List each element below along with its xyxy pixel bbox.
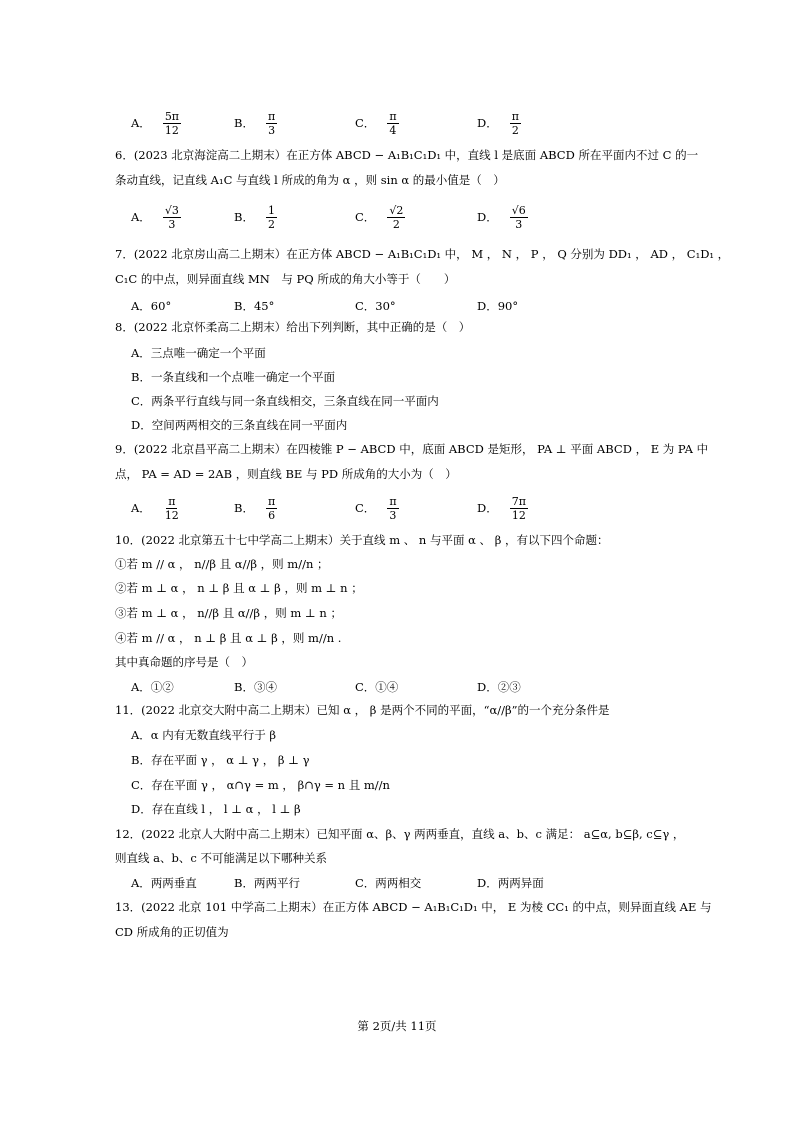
- question-13-line2: CD 所成角的正切值为: [115, 925, 229, 939]
- q9-options: [131, 491, 731, 525]
- question-10-line1: 10．(2022 北京第五十七中学高二上期末）关于直线 m 、 n 与平面 α 、 β ，有以下四个命题：: [115, 533, 609, 547]
- option-c: C．两两相交: [355, 876, 422, 890]
- question-8-line1: 8．(2022 北京怀柔高二上期末）给出下列判断，其中正确的是（ ）: [115, 320, 471, 334]
- option-d: D． $\frac{\pi}{2}$: [477, 109, 519, 137]
- option-c: C．①④: [355, 680, 399, 694]
- option-d: D．90°: [477, 299, 519, 313]
- question-9-line2: 点， PA = AD = 2AB ，则直线 BE 与 PD 所成角的大小为（ ）: [115, 467, 457, 481]
- q12-options: [131, 874, 731, 892]
- option-d: D．两两异面: [477, 876, 544, 890]
- question-9-line1: 9．(2022 北京昌平高二上期末）在四棱锥 P − ABCD 中，底面 ABCD 是矩形， PA ⊥ 平面 ABCD ， E 为 PA 中: [115, 442, 709, 456]
- option-d: D． $\frac{√6}{3}$: [477, 203, 526, 231]
- q7-options: [131, 297, 731, 315]
- option-b: B． $\frac{1}{2}$: [234, 203, 275, 231]
- option-c: C． $\frac{\pi}{3}$: [355, 494, 397, 522]
- option-b: B．两两平行: [234, 876, 300, 890]
- option-a: A．①②: [131, 680, 174, 694]
- option-c: C．两条平行直线与同一条直线相交，三条直线在同一平面内: [131, 394, 439, 408]
- option-b: B． $\frac{\pi}{6}$: [234, 494, 276, 522]
- option-c: C．30°: [355, 299, 396, 313]
- option-d: D．存在直线 l ， l ⊥ α ， l ⊥ β: [131, 802, 301, 816]
- option-b: B．一条直线和一个点唯一确定一个平面: [131, 370, 335, 384]
- option-a: A． $\frac{√3}{3}$: [131, 203, 179, 231]
- option-c: C． $\frac{√2}{2}$: [355, 203, 404, 231]
- option-a: A．三点唯一确定一个平面: [131, 346, 266, 360]
- question-7-line1: 7．(2022 北京房山高二上期末）在正方体 ABCD − A₁B₁C₁D₁ 中， M ， N ， P ， Q 分别为 DD₁ ， AD ， C₁D₁ ，: [115, 247, 730, 261]
- option-a: A．两两垂直: [131, 876, 197, 890]
- option-b: B．③④: [234, 680, 277, 694]
- q10-options: [131, 678, 731, 696]
- option-d: D．②③: [477, 680, 521, 694]
- question-6-line1: 6．(2023 北京海淀高二上期末）在正方体 ABCD − A₁B₁C₁D₁ 中，直线 l 是底面 ABCD 所在平面内不过 C 的一: [115, 148, 699, 162]
- question-13-line1: 13．(2022 北京 101 中学高二上期末）在正方体 ABCD − A₁B₁C₁D₁ 中， E 为棱 CC₁ 的中点，则异面直线 AE 与: [115, 900, 712, 914]
- question-11-line1: 11．(2022 北京交大附中高二上期末）已知 α ， β 是两个不同的平面，“α//β”的一个充分条件是: [115, 703, 610, 717]
- question-12-line1: 12．(2022 北京人大附中高二上期末）已知平面 α、β、γ 两两垂直，直线 a、b、c 满足： a⊆α, b⊆β, c⊆γ ，: [115, 827, 685, 841]
- proposition-4: ④若 m // α ， n ⊥ β 且 α ⊥ β ，则 m//n .: [115, 631, 342, 645]
- q6-options: [131, 200, 731, 234]
- option-b: B． $\frac{\pi}{3}$: [234, 109, 276, 137]
- option-b: B．存在平面 γ ， α ⊥ γ ， β ⊥ γ: [131, 753, 310, 767]
- question-12-line2: 则直线 a、b、c 不可能满足以下哪种关系: [115, 851, 327, 865]
- q5-options: [131, 106, 731, 140]
- option-a: A．α 内有无数直线平行于 β: [131, 728, 277, 742]
- proposition-3: ③若 m ⊥ α ， n//β 且 α//β ，则 m ⊥ n ；: [115, 606, 342, 620]
- option-b: B．45°: [234, 299, 275, 313]
- proposition-1: ①若 m // α ， n//β 且 α//β ，则 m//n ；: [115, 557, 329, 571]
- proposition-2: ②若 m ⊥ α ， n ⊥ β 且 α ⊥ β ，则 m ⊥ n ；: [115, 581, 363, 595]
- question-7-line2: C₁C 的中点，则异面直线 MN 与 PQ 所成的角大小等于（ ）: [115, 272, 456, 286]
- option-c: C． $\frac{\pi}{4}$: [355, 109, 397, 137]
- option-a: A． $\frac{5\pi}{12}$: [131, 109, 180, 137]
- option-a: A． $\frac{\pi}{12}$: [131, 494, 179, 522]
- question-6-line2: 条动直线，记直线 A₁C 与直线 l 所成的角为 α ，则 sin α 的最小值是（ ）: [115, 173, 505, 187]
- option-c: C．存在平面 γ ， α∩γ = m ， β∩γ = n 且 m//n: [131, 778, 390, 792]
- page-footer: 第 2页/共 11页: [357, 1019, 437, 1033]
- option-d: D． $\frac{7\pi}{12}$: [477, 494, 526, 522]
- option-a: A．60°: [131, 299, 172, 313]
- question-10-ask: 其中真命题的序号是（ ）: [115, 655, 253, 669]
- option-d: D．空间两两相交的三条直线在同一平面内: [131, 418, 348, 432]
